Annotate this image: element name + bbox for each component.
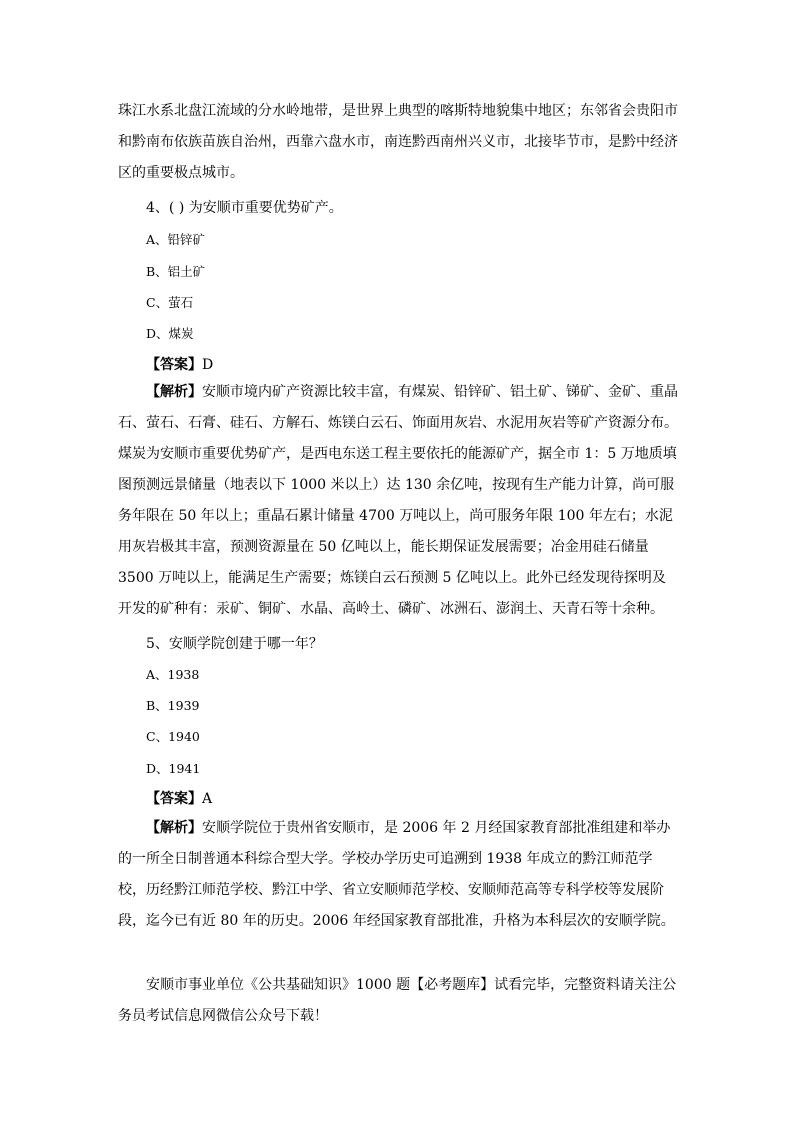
q5-analysis-label: 【解析】 xyxy=(146,820,202,836)
q4-option-c: C、萤石 xyxy=(146,295,194,310)
q4-option-d: D、煤炭 xyxy=(146,326,194,341)
q4-analysis-label: 【解析】 xyxy=(146,384,202,400)
q4-analysis xyxy=(118,377,678,625)
q5-option-c: C、1940 xyxy=(146,729,200,744)
q4-answer-value: D xyxy=(202,357,214,373)
question-5: 5、安顺学院创建于哪一年？ xyxy=(146,636,323,652)
q5-answer-label: 【答案】 xyxy=(146,791,202,807)
q4-answer xyxy=(146,355,213,375)
intro-paragraph: 珠江水系北盘江流域的分水岭地带，是世界上典型的喀斯特地貌集中地区；东邻省会贵阳市和黔南布依族苗族自治州，西靠六盘水市，南连黔西南州兴义市，北接毕节市，是黔中经济区的重要极点城市。 xyxy=(118,103,678,181)
q5-analysis xyxy=(118,813,678,937)
q5-answer xyxy=(146,789,212,809)
q4-option-a: A、铅锌矿 xyxy=(146,232,206,247)
q5-analysis-text: 安顺学院位于贵州省安顺市，是 2006 年 2 月经国家教育部批准组建和举办的一所全日制普通本科综合型大学。学校办学历史可追溯到 1938 年成立的黔江师范学校，历经黔江师范学校、黔江中学、省立安顺师范学校、安顺师范高等专科学校等发展阶段，迄今已有近 80 年的历史。2006 年经国家教育部批准，升格为本科层次的安顺学院。 xyxy=(118,820,675,929)
q4-analysis-text: 安顺市境内矿产资源比较丰富，有煤炭、铅锌矿、铝土矿、锑矿、金矿、重晶石、萤石、石膏、硅石、方解石、炼镁白云石、饰面用灰岩、水泥用灰岩等矿产资源分布。煤炭为安顺市重要优势矿产，是西电东送工程主要依托的能源矿产，据全市 1：5 万地质填图预测远景储量（地表以下 1000 米以上）达 130 余亿吨，按现有生产能力计算，尚可服务年限在 50 年以上；重晶石累计储量 4700 万吨以上，尚可服务年限 100 年左右；水泥用灰岩极其丰富，预测资源量在 50 亿吨以上，能长期保证发展需要；冶金用硅石储量 3500 万吨以上，能满足生产需要；炼镁白云石预测 5 亿吨以上。此外已经发现待探明及开发的矿种有：汞矿、铜矿、水晶、高岭土、磷矿、冰洲石、澎润土、天青石等十余种。 xyxy=(118,384,678,617)
q5-option-b: B、1939 xyxy=(146,698,200,713)
q4-option-b: B、铝土矿 xyxy=(146,264,206,279)
question-4: 4、( ) 为安顺市重要优势矿产。 xyxy=(146,200,343,216)
q5-option-a: A、1938 xyxy=(146,667,200,682)
q5-option-d: D、1941 xyxy=(146,761,201,776)
q4-answer-label: 【答案】 xyxy=(146,357,202,373)
footer-notice: 安顺市事业单位《公共基础知识》1000 题【必考题库】试看完毕，完整资料请关注公务员考试信息网微信公众号下载！ xyxy=(118,977,677,1024)
q5-answer-value: A xyxy=(202,791,213,807)
